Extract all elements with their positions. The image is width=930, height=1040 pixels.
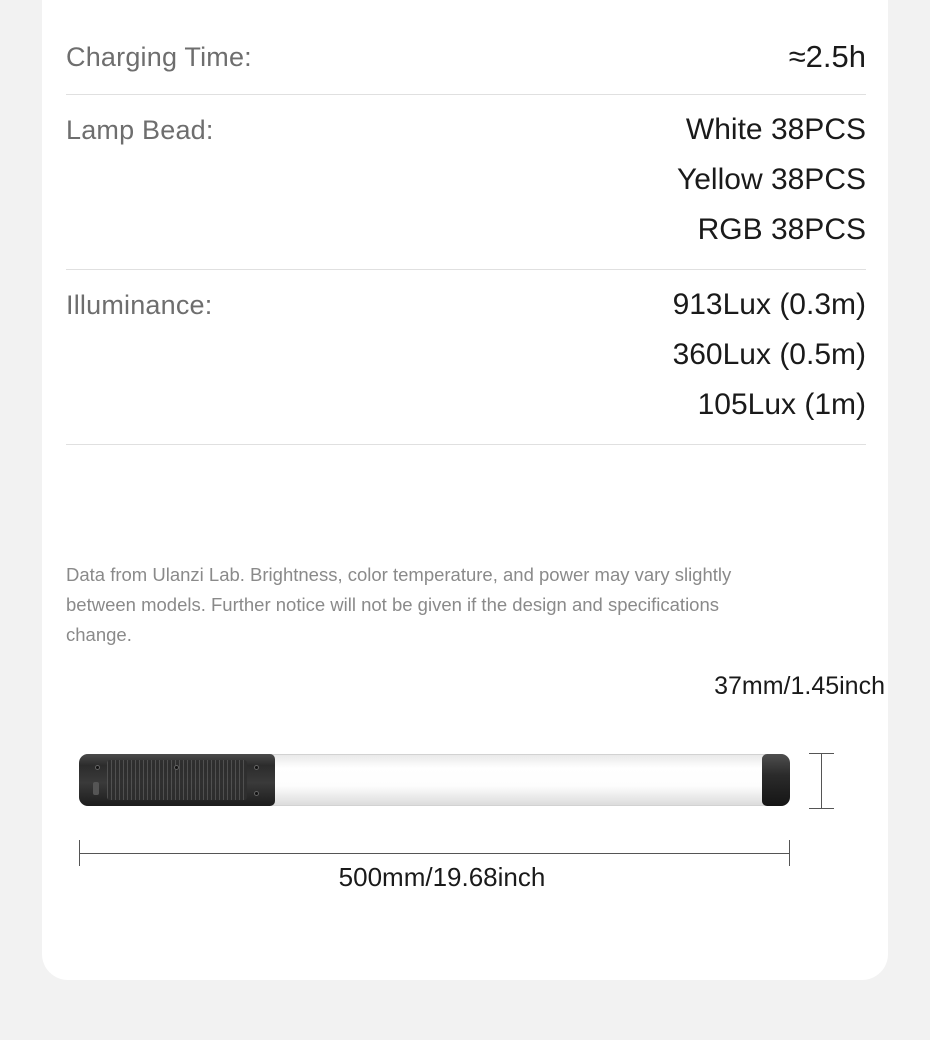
- spec-value: RGB 38PCS: [697, 213, 866, 246]
- spec-card: [42, 0, 888, 980]
- bracket-line: [79, 853, 790, 854]
- table-row: [66, 20, 866, 95]
- spec-values: [677, 105, 866, 255]
- wand-handle: [79, 754, 275, 806]
- spec-label: Lamp Bead:: [66, 115, 214, 145]
- bracket-tick: [809, 808, 834, 809]
- spec-values: [673, 280, 866, 430]
- spec-values: [789, 32, 866, 82]
- spec-value: 913Lux (0.3m): [672, 288, 866, 321]
- spec-value: White 38PCS: [685, 113, 866, 146]
- spec-label: Illuminance:: [66, 290, 213, 320]
- spec-value: ≈2.5h: [788, 39, 866, 74]
- specification-table: [66, 20, 866, 445]
- dimension-height-label: 37mm/1.45inch: [714, 672, 885, 700]
- wand-end-cap: [762, 754, 790, 806]
- bracket-tick: [809, 753, 834, 754]
- disclaimer-note: Data from Ulanzi Lab. Brightness, color temperature, and power may vary slightly between models. Further notice will not be given if the design and specifications change.: [66, 564, 732, 645]
- bracket-line: [821, 753, 822, 809]
- table-row: [66, 270, 866, 445]
- product-illustration: [79, 754, 790, 806]
- spec-value: 105Lux (1m): [697, 388, 866, 421]
- dimension-width-label: 500mm/19.68inch: [338, 862, 546, 892]
- screw-dot-icon: [254, 765, 259, 770]
- spec-label: Charging Time:: [66, 42, 252, 72]
- spec-value: Yellow 38PCS: [676, 163, 866, 196]
- spec-value: 360Lux (0.5m): [672, 338, 866, 371]
- screw-dot-icon: [95, 765, 100, 770]
- product-dimension-diagram: [42, 672, 888, 932]
- dimension-height-bracket: [804, 750, 838, 812]
- power-button-icon: [93, 782, 99, 795]
- screw-dot-icon: [254, 791, 259, 796]
- screw-dot-icon: [174, 765, 179, 770]
- table-row: [66, 95, 866, 270]
